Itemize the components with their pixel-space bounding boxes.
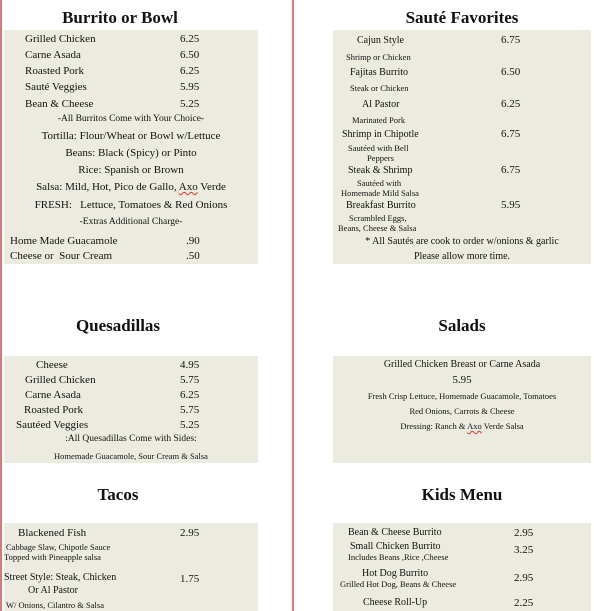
menu-item-name: Carne Asada (25, 49, 81, 61)
section-title-quesadillas: Quesadillas (75, 316, 161, 335)
salsa-axo-word: Axo (178, 181, 198, 193)
kids-item-desc: Includes Beans ,Rice ,Cheese (348, 552, 449, 562)
extra-item-name: Cheese or Sour Cream (10, 250, 113, 262)
menu-item-name: Bean & Cheese (25, 98, 94, 110)
section-title-tacos: Tacos (97, 485, 139, 504)
menu-item-name: Carne Asada (25, 389, 81, 401)
taco-name: Blackened Fish (18, 527, 87, 539)
burrito-tortilla: Tortilla: Flour/Wheat or Bowl w/Lettuce (41, 130, 221, 142)
menu-item-price: 6.50 (180, 49, 200, 61)
dressing-axo-word: Axo (467, 421, 482, 431)
menu-item-desc: Shrimp or Chicken (346, 52, 411, 62)
menu-item-price: 6.25 (180, 389, 200, 401)
menu-item-name: Roasted Pork (24, 404, 83, 416)
taco-desc: Cabbage Slaw, Chipotle Sauce (6, 542, 111, 552)
saute-note: Please allow more time. (413, 251, 511, 262)
menu-item-price: 6.25 (501, 98, 521, 110)
menu-item-price: 5.75 (180, 374, 200, 386)
taco-price: 2.95 (180, 527, 200, 539)
kids-item-price: 2.25 (514, 597, 534, 609)
section-title-burrito: Burrito or Bowl (62, 8, 178, 27)
menu-item-desc: Sautéed with Bell (348, 143, 409, 153)
burrito-beans: Beans: Black (Spicy) or Pinto (65, 147, 197, 159)
menu-item-desc: Sautéed with (357, 178, 402, 188)
menu-item-price: 6.50 (501, 66, 521, 78)
taco-name: Street Style: Steak, Chicken (4, 572, 117, 583)
salad-price: 5.95 (452, 374, 472, 386)
menu-item-name: Sauté Veggies (25, 81, 87, 93)
menu-item-price: 6.75 (501, 164, 521, 176)
menu-item-name: Shrimp in Chipotle (342, 129, 419, 140)
salsa-text: Salsa: Mild, Hot, Pico de Gallo, (36, 181, 177, 193)
menu-item-desc: Scrambled Eggs, (349, 213, 407, 223)
taco-desc: W/ Onions, Cilantro & Salsa (6, 600, 104, 610)
left-border-line (0, 0, 2, 611)
salad-line: Red Onions, Carrots & Cheese (409, 406, 515, 416)
menu-item-desc: Homemade Mild Salsa (341, 188, 419, 198)
section-title-saute: Sauté Favorites (405, 8, 519, 27)
menu-item-price: 5.25 (180, 98, 200, 110)
quesadillas-note: Homemade Guacamole, Sour Cream & Salsa (54, 451, 208, 461)
kids-item-name: Cheese Roll-Up (363, 597, 428, 608)
dressing-text-end: Verde Salsa (483, 421, 524, 431)
salsa-text-end: Verde (200, 181, 226, 193)
kids-item-desc: Grilled Hot Dog, Beans & Cheese (340, 579, 457, 589)
extra-item-name: Home Made Guacamole (10, 235, 118, 247)
taco-desc: Topped with Pineapple salsa (4, 552, 101, 562)
taco-price: 1.75 (180, 573, 200, 585)
center-divider-line (292, 0, 294, 611)
menu-item-desc: Peppers (367, 153, 394, 163)
kids-item-price: 2.95 (514, 527, 534, 539)
menu-item-price: 5.75 (180, 404, 200, 416)
quesadillas-note: :All Quesadillas Come with Sides: (65, 434, 197, 444)
taco-name: Or Al Pastor (28, 585, 78, 596)
menu-item-name: Cheese (36, 359, 68, 371)
dressing-text: Dressing: Ranch & (400, 421, 466, 431)
menu-item-name: Roasted Pork (25, 65, 84, 77)
burrito-rice: Rice: Spanish or Brown (78, 164, 184, 176)
menu-item-price: 6.25 (180, 33, 200, 45)
extra-item-price: .50 (186, 250, 200, 262)
salad-line: Grilled Chicken Breast or Carne Asada (383, 359, 541, 370)
menu-item-price: 4.95 (180, 359, 200, 371)
menu-item-desc: Beans, Cheese & Salsa (338, 223, 417, 233)
menu-item-name: Al Pastor (362, 99, 400, 110)
section-title-kids: Kids Menu (421, 485, 503, 504)
kids-item-name: Hot Dog Burrito (362, 568, 429, 579)
menu-item-name: Sautéed Veggies (16, 419, 89, 431)
menu-item-price: 6.75 (501, 128, 521, 140)
burrito-fresh: FRESH: Lettuce, Tomatoes & Red Onions (34, 199, 228, 211)
saute-note: * All Sautés are cook to order w/onions & garlic (365, 236, 559, 247)
burrito-extras-note: -Extras Additional Charge- (79, 217, 183, 227)
menu-item-name: Breakfast Burrito (346, 200, 416, 211)
kids-item-price: 3.25 (514, 544, 534, 556)
menu-item-name: Fajitas Burrito (350, 67, 409, 78)
kids-item-name: Small Chicken Burrito (350, 541, 441, 552)
menu-item-name: Steak & Shrimp (348, 165, 413, 176)
kids-item-name: Bean & Cheese Burrito (348, 527, 442, 538)
menu-item-price: 6.25 (180, 65, 200, 77)
salad-dressing (333, 421, 591, 431)
kids-item-price: 2.95 (514, 572, 534, 584)
menu-item-name: Cajun Style (357, 35, 404, 46)
section-title-salads: Salads (438, 316, 486, 335)
menu-item-name: Grilled Chicken (25, 374, 96, 386)
menu-item-name: Grilled Chicken (25, 33, 96, 45)
burrito-salsa (4, 181, 258, 193)
menu-item-desc: Marinated Pork (352, 115, 406, 125)
menu-item-desc: Steak or Chicken (350, 83, 409, 93)
menu-item-price: 5.25 (180, 419, 200, 431)
menu-item-price: 5.95 (501, 199, 521, 211)
extra-item-price: .90 (186, 235, 200, 247)
menu-item-price: 6.75 (501, 34, 521, 46)
burrito-note: -All Burritos Come with Your Choice- (57, 114, 205, 124)
menu-item-price: 5.95 (180, 81, 200, 93)
salad-line: Fresh Crisp Lettuce, Homemade Guacamole, Tomatoes (367, 391, 557, 401)
